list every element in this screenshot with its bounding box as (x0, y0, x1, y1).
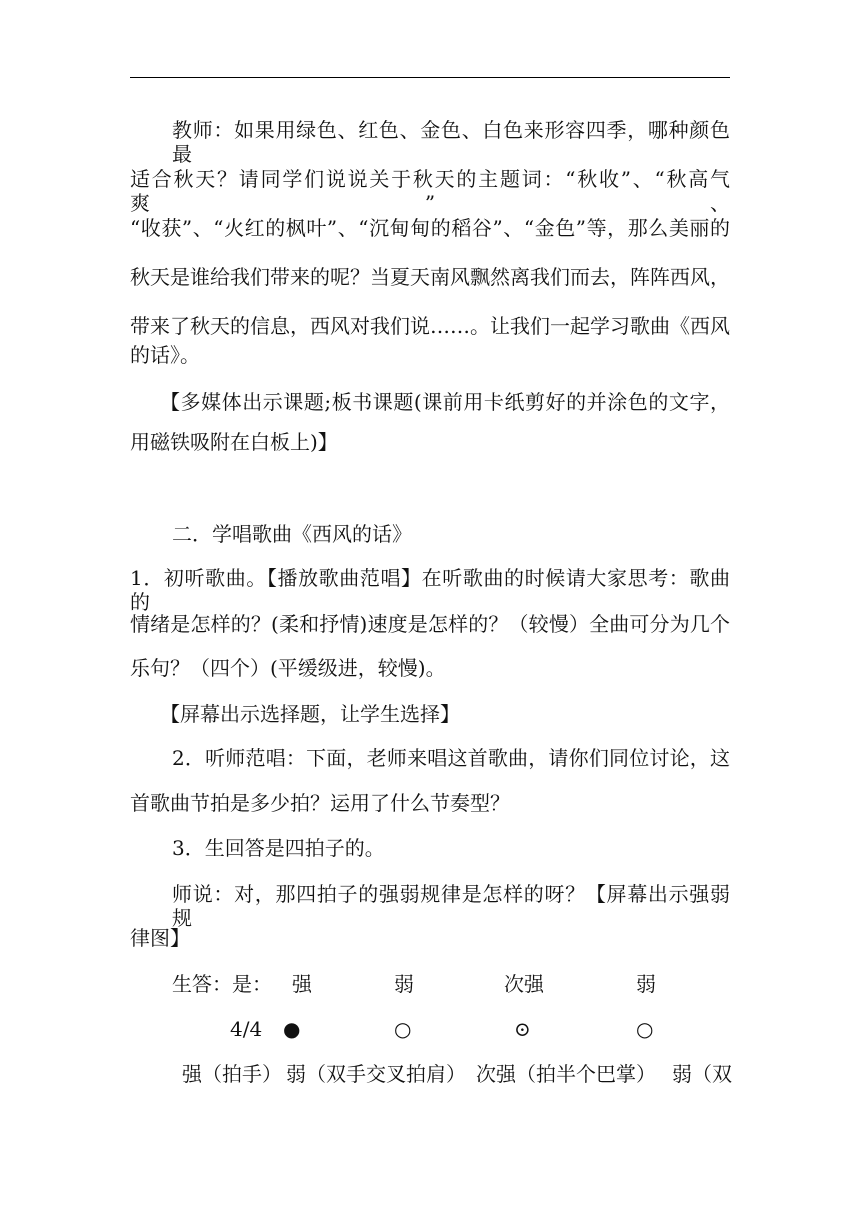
weak-beat-circle-icon: ○ (636, 1017, 654, 1041)
beat-label-strong: 强 (292, 972, 312, 996)
beat-action: 次强（拍半个巴掌） (476, 1062, 656, 1086)
paragraph-line: 1．初听歌曲。【播放歌曲范唱】在听歌曲的时候请大家思考：歌曲的 (130, 566, 730, 614)
paragraph-line: 适合秋天？请同学们说说关于秋天的主题词：“秋收”、“秋高气爽”、 (130, 167, 730, 215)
header-rule (130, 77, 730, 78)
strong-beat-dot-icon: ● (283, 1017, 301, 1041)
time-signature: 4/4 (230, 1017, 263, 1041)
paragraph-line: 的话》。 (130, 343, 200, 367)
medium-strong-beat-icon: ⊙ (514, 1017, 531, 1041)
paragraph-line: 2．听师范唱：下面，老师来唱这首歌曲，请你们同位讨论，这 (172, 746, 730, 770)
paragraph-line: 师说：对，那四拍子的强弱规律是怎样的呀？【屏幕出示强弱规 (172, 882, 730, 930)
paragraph-line: 乐句？（四个）(平缓级进，较慢)。 (130, 656, 446, 680)
paragraph-line: 3．生回答是四拍子的。 (172, 836, 385, 860)
beat-action: 强（拍手） (182, 1062, 282, 1086)
beat-label-weak: 弱 (394, 972, 414, 996)
paragraph-line: 律图】 (130, 926, 190, 950)
beat-lead-text: 生答：是： (172, 972, 272, 996)
paragraph-line: 情绪是怎样的？(柔和抒情)速度是怎样的？（较慢）全曲可分为几个 (130, 612, 730, 636)
paragraph-line: 首歌曲节拍是多少拍？运用了什么节奏型？ (130, 791, 510, 815)
beat-label-medium-strong: 次强 (504, 972, 544, 996)
weak-beat-circle-icon: ○ (394, 1017, 412, 1041)
paragraph-line: 带来了秋天的信息，西风对我们说……。让我们一起学习歌曲《西风 (130, 314, 730, 338)
paragraph-line: 【多媒体出示课题;板书课题(课前用卡纸剪好的并涂色的文字， (160, 390, 730, 414)
paragraph-line: 教师：如果用绿色、红色、金色、白色来形容四季，哪种颜色最 (172, 118, 730, 166)
beat-label-weak: 弱 (636, 972, 656, 996)
paragraph-line: 秋天是谁给我们带来的呢？当夏天南风飘然离我们而去，阵阵西风， (130, 265, 730, 289)
paragraph-line: 用磁铁吸附在白板上)】 (130, 430, 338, 454)
beat-action: 弱（双手交叉拍肩） (286, 1062, 466, 1086)
section-heading: 二．学唱歌曲《西风的话》 (172, 522, 412, 546)
paragraph-line: 【屏幕出示选择题，让学生选择】 (160, 702, 460, 726)
beat-action: 弱（双 (672, 1062, 732, 1086)
paragraph-line: “收获”、“火红的枫叶”、“沉甸甸的稻谷”、“金色”等，那么美丽的 (130, 216, 730, 240)
